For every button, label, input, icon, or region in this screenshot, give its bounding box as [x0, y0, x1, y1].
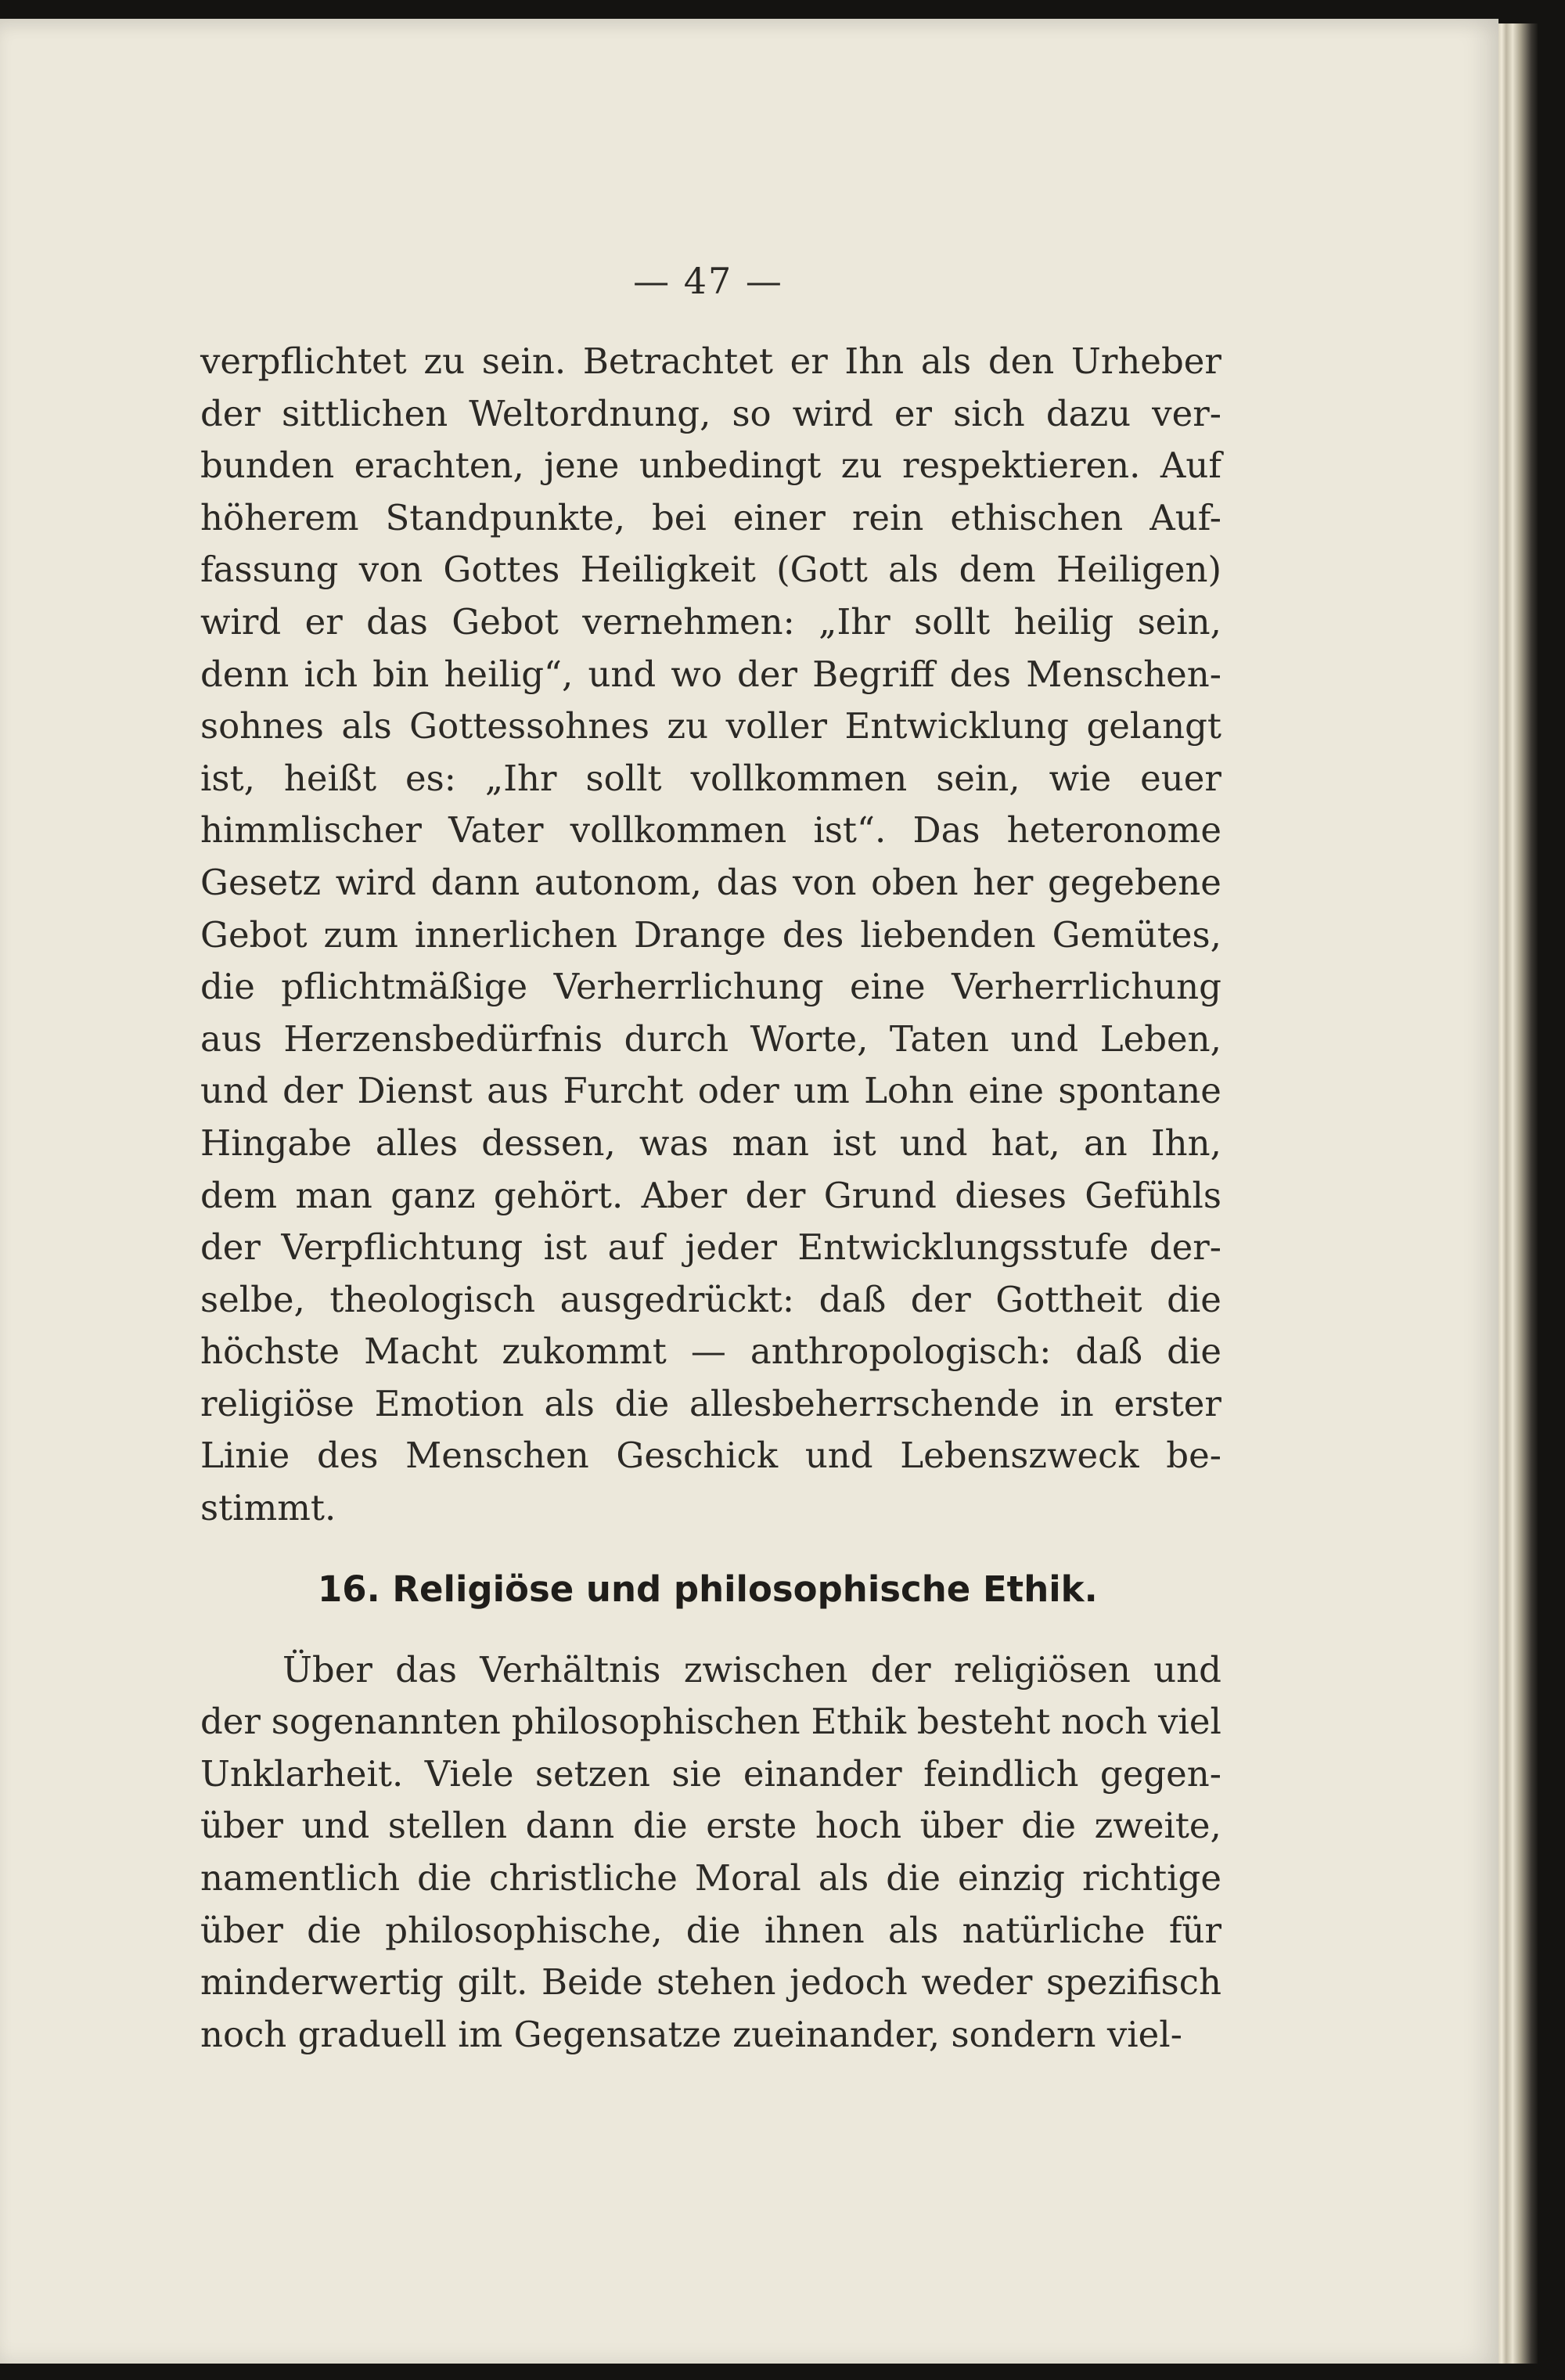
text-line: Gebot zum innerlichen Drange des liebenden Gemütes,: [200, 913, 1221, 956]
text-line: Linie des Menschen Geschick und Lebenszweck be-: [200, 1435, 1221, 1477]
text-line: Über das Verhältnis zwischen der religiösen und: [282, 1648, 1221, 1690]
paragraph-2: [200, 1644, 1221, 2061]
text-line: minderwertig gilt. Beide stehen jedoch weder spezifisch: [200, 1961, 1221, 2004]
text-line: stimmt.: [200, 1487, 336, 1529]
text-line: Hingabe alles dessen, was man ist und hat, an Ihn,: [200, 1122, 1221, 1164]
text-line: höchste Macht zukommt — anthropologisch: daß die: [200, 1330, 1221, 1373]
text-line: himmlischer Vater vollkommen ist“. Das heteronome: [200, 809, 1221, 852]
text-line: aus Herzensbedürfnis durch Worte, Taten und Leben,: [200, 1017, 1221, 1060]
text-line: selbe, theologisch ausgedrückt: daß der Gottheit die: [200, 1278, 1221, 1320]
text-line: denn ich bin heilig“, und wo der Begriff des Menschen-: [200, 653, 1221, 695]
text-line: dem man ganz gehört. Aber der Grund dieses Gefühls: [200, 1174, 1221, 1216]
text-line: religiöse Emotion als die allesbeherrschende in erster: [200, 1382, 1221, 1424]
text-line: der Verpflichtung ist auf jeder Entwicklungsstufe der-: [200, 1226, 1221, 1269]
text-line: die pflichtmäßige Verherrlichung eine Verherrlichung: [200, 966, 1221, 1008]
paragraph-1: [200, 336, 1221, 1535]
book-page: [0, 19, 1498, 2364]
page-number: — 47 —: [633, 260, 783, 302]
text-line: bunden erachten, jene unbedingt zu respektieren. Auf: [200, 445, 1221, 487]
text-line: der sittlichen Weltordnung, so wird er sich dazu ver-: [200, 392, 1221, 434]
text-line: sohnes als Gottessohnes zu voller Entwicklung gelangt: [200, 705, 1221, 747]
text-block: [200, 336, 1221, 2061]
section-heading: 16. Religiöse und philosophische Ethik.: [318, 1568, 1098, 1610]
text-line: ist, heißt es: „Ihr sollt vollkommen sein, wie euer: [200, 757, 1221, 799]
text-line: der sogenannten philosophischen Ethik besteht noch viel: [200, 1701, 1221, 1743]
text-line: verpflichtet zu sein. Betrachtet er Ihn als den Urheber: [200, 340, 1221, 382]
text-line: Gesetz wird dann autonom, das von oben her gegebene: [200, 861, 1221, 903]
text-line: fassung von Gottes Heiligkeit (Gott als dem Heiligen): [200, 549, 1221, 591]
text-line: namentlich die christliche Moral als die einzig richtige: [200, 1857, 1221, 1899]
text-line: über und stellen dann die erste hoch über die zweite,: [200, 1805, 1221, 1847]
text-line: über die philosophische, die ihnen als natürliche für: [200, 1909, 1221, 1951]
text-line: höherem Standpunkte, bei einer rein ethischen Auf-: [200, 496, 1221, 538]
text-line: wird er das Gebot vernehmen: „Ihr sollt heilig sein,: [200, 600, 1221, 643]
text-line: noch graduell im Gegensatze zueinander, sondern viel-: [200, 2013, 1182, 2055]
text-line: Unklarheit. Viele setzen sie einander feindlich gegen-: [200, 1752, 1221, 1795]
text-line: und der Dienst aus Furcht oder um Lohn eine spontane: [200, 1070, 1221, 1112]
